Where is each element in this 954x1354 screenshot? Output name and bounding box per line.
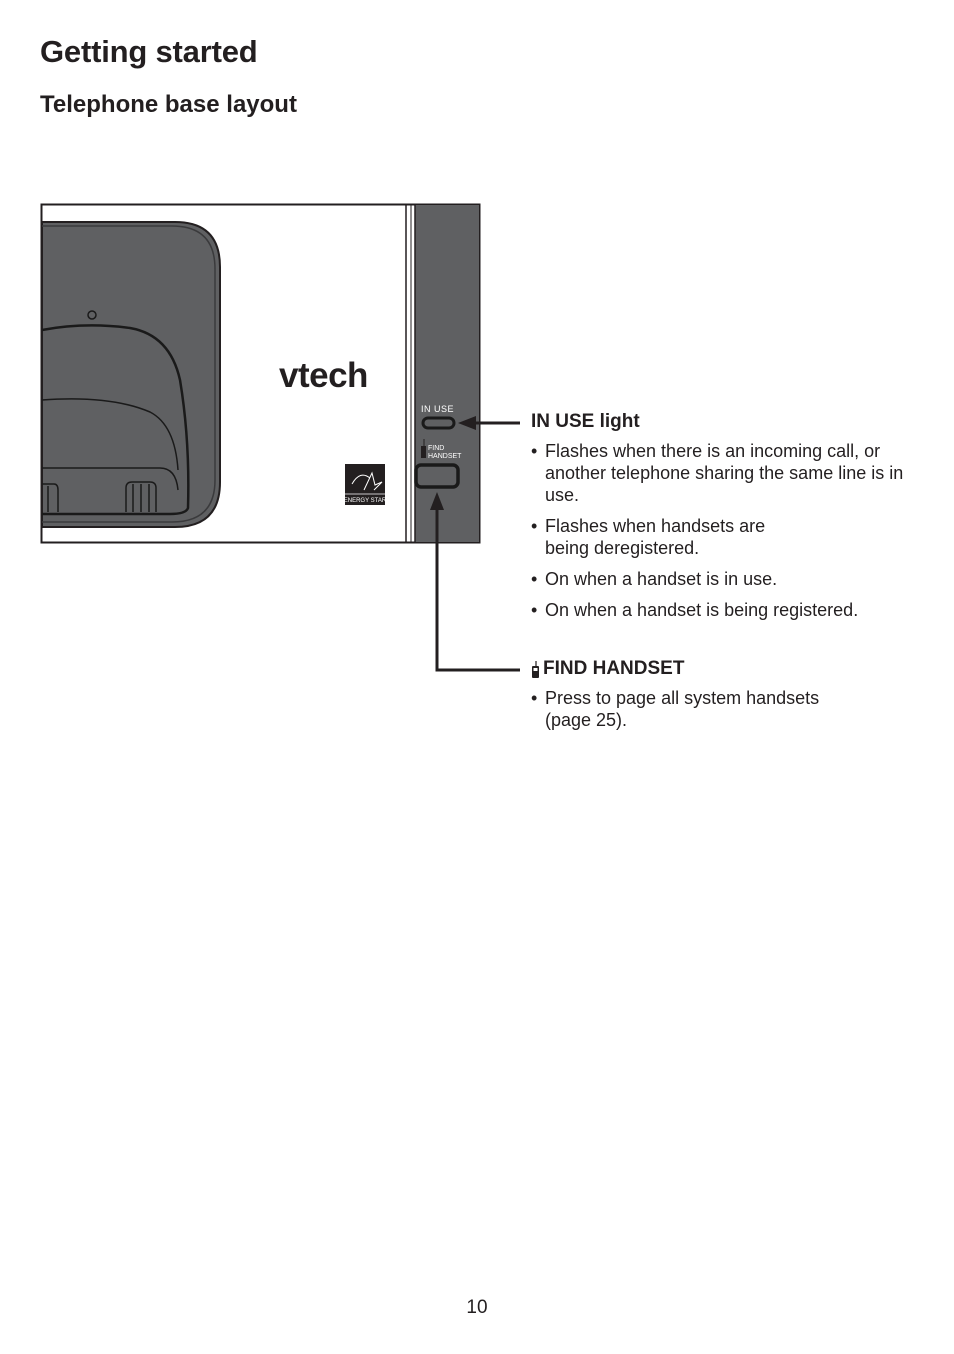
handset-icon bbox=[531, 661, 540, 678]
page-number: 10 bbox=[466, 1297, 488, 1318]
find-label: FIND bbox=[428, 445, 445, 452]
side-panel bbox=[415, 205, 479, 542]
in-use-light bbox=[423, 418, 454, 428]
in-use-callout bbox=[531, 411, 921, 630]
in-use-label: IN USE bbox=[421, 404, 455, 414]
list-item: • On when a handset is in use. bbox=[531, 568, 921, 590]
find-handset-callout-title: FIND HANDSET bbox=[543, 658, 685, 679]
list-item: • Flashes when handsets are being deregistered. bbox=[531, 515, 785, 559]
list-item: • On when a handset is being registered. bbox=[531, 599, 921, 621]
list-item: • Press to page all system handsets (page 25). bbox=[531, 687, 845, 731]
find-handset-button bbox=[416, 465, 458, 487]
find-handset-callout bbox=[531, 658, 921, 740]
handset-label: HANDSET bbox=[428, 453, 462, 460]
in-use-callout-title: IN USE light bbox=[531, 411, 640, 432]
svg-text:ENERGY STAR: ENERGY STAR bbox=[343, 498, 387, 504]
find-handset-bullet-list bbox=[531, 687, 921, 731]
energy-star-badge bbox=[344, 464, 387, 505]
page-title: Getting started bbox=[40, 34, 258, 69]
vtech-logo: vtech bbox=[279, 356, 368, 395]
in-use-bullet-list bbox=[531, 440, 921, 621]
section-title: Telephone base layout bbox=[40, 91, 297, 118]
handset-cradle bbox=[42, 222, 220, 527]
list-item: • Flashes when there is an incoming call, or another telephone sharing the same line is in use. bbox=[531, 440, 921, 506]
